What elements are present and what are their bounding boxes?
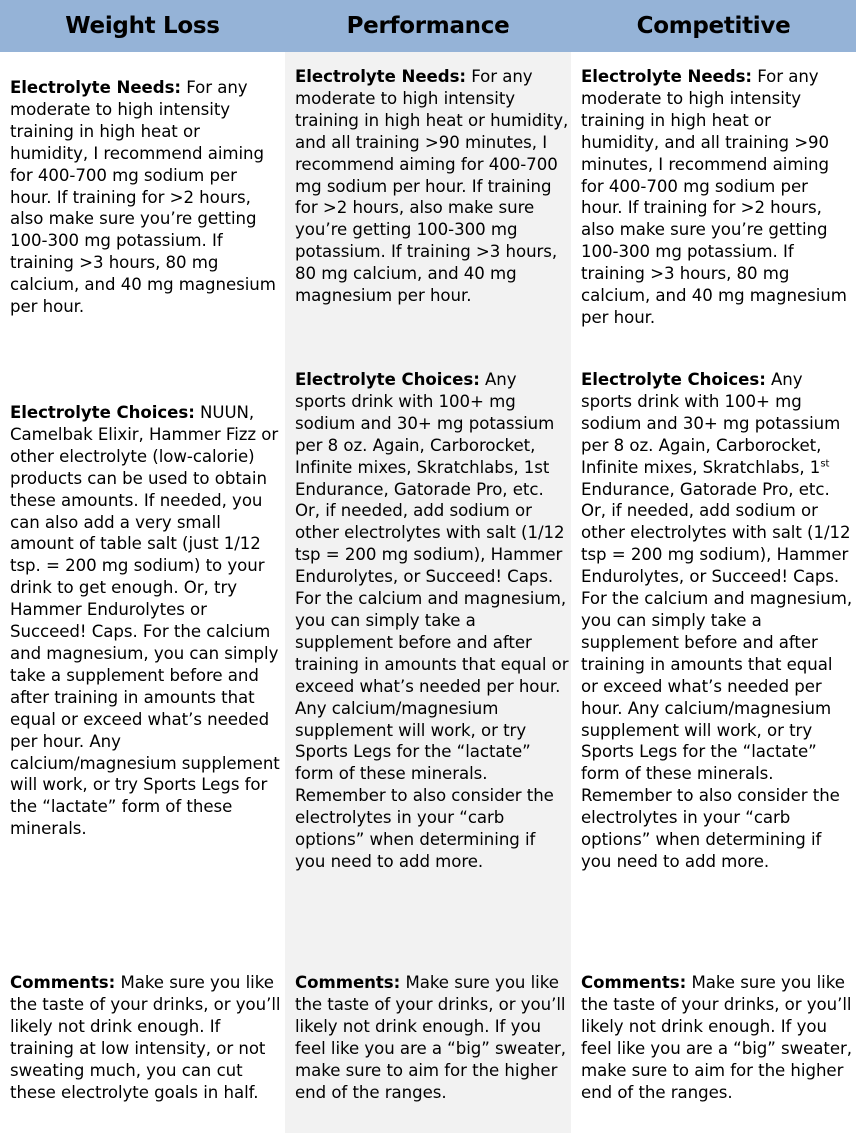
comments-text: Make sure you like the taste of your drinks, or you’ll likely not drink enough. If training at low intensity, or not sweating much, you can cut these electrolyte goals in half. (10, 973, 281, 1102)
electrolyte-choices-text-end: Endurance, Gatorade Pro, etc. Or, if needed, add sodium or other electrolytes with salt (1/12 tsp = 200 mg sodium), Hammer Endurolytes, or Succeed! Caps. For the calcium and magnesium, you can simply take a supplement before and after training in amounts that equal or exceed what’s needed per hour. Any calcium/magnesium supplement will work, or try Sports Legs for the “lactate” form of these minerals. Remember to also consider the electrolytes in your “carb options” when determining if you need to add more. (581, 479, 853, 871)
electrolyte-choices-text: Any sports drink with 100+ mg sodium and 30+ mg potassium per 8 oz. Again, Carborocket, Infinite mixes, Skratchlabs, 1st Endurance, Gatorade Pro, etc. Or, if needed, add sodium or other electrolytes with salt (1/12 tsp = 200 mg sodium), Hammer Endurolytes, or Succeed! Caps. For the calcium and magnesium, you can simply take a supplement before and after training in amounts that equal or exceed what’s needed per hour. Any calcium/magnesium supplement will work, or try Sports Legs for the “lactate” form of these minerals. Remember to also consider the electrolytes in your “carb options” when determining if you need to add more. (295, 370, 569, 871)
electrolyte-choices-label: Electrolyte Choices: (295, 370, 480, 389)
electrolyte-choices-label: Electrolyte Choices: (10, 403, 195, 422)
comments-label: Comments: (581, 973, 687, 992)
electrolyte-needs-text: For any moderate to high intensity training in high heat or humidity, and all training >90 minutes, I recommend aiming for 400-700 mg sodium per hour. If training for >2 hours, also make sure you’re getting 100-300 mg potassium. If training >3 hours, 80 mg calcium, and 40 mg magnesium per hour. (295, 67, 569, 306)
comments-cell (295, 972, 569, 1103)
column-weight-loss (0, 52, 285, 1133)
electrolyte-choices-text: NUUN, Camelbak Elixir, Hammer Fizz or other electrolyte (low-calorie) products can be used to obtain these amounts. If needed, you can also add a very small amount of table salt (just 1/12 tsp. = 200 mg sodium) to your drink to get enough. Or, try Hammer Endurolytes or Succeed! Caps. For the calcium and magnesium, you can simply take a supplement before and after training in amounts that equal or exceed what’s needed per hour. Any calcium/magnesium supplement will work, or try Sports Legs for the “lactate” form of these minerals. (10, 403, 280, 839)
comments-text: Make sure you like the taste of your drinks, or you’ll likely not drink enough. If you feel like you are a “big” sweater, make sure to aim for the higher end of the ranges. (295, 973, 567, 1102)
column-competitive (571, 52, 856, 1133)
electrolyte-needs-cell (10, 77, 281, 318)
header-row (0, 0, 856, 52)
electrolyte-needs-cell (295, 66, 569, 307)
electrolyte-choices-cell (10, 402, 281, 840)
electrolyte-choices-text-start: Any sports drink with 100+ mg sodium and 30+ mg potassium per 8 oz. Again, Carborocket, Infinite mixes, Skratchlabs, 1 (581, 370, 841, 477)
comments-cell (581, 972, 854, 1103)
electrolyte-needs-text: For any moderate to high intensity training in high heat or humidity, I recommend aiming for 400-700 mg sodium per hour. If training for >2 hours, also make sure you’re getting 100-300 mg potassium. If training >3 hours, 80 mg calcium, and 40 mg magnesium per hour. (10, 78, 276, 317)
comments-label: Comments: (10, 973, 116, 992)
electrolyte-needs-label: Electrolyte Needs: (581, 67, 752, 86)
comments-text: Make sure you like the taste of your drinks, or you’ll likely not drink enough. If you feel like you are a “big” sweater, make sure to aim for the higher end of the ranges. (581, 973, 853, 1102)
electrolyte-needs-label: Electrolyte Needs: (10, 78, 181, 97)
header-competitive: Competitive (636, 13, 791, 39)
comments-cell (10, 972, 281, 1103)
header-performance: Performance (346, 13, 510, 39)
electrolyte-choices-cell (295, 369, 569, 873)
electrolyte-choices-label: Electrolyte Choices: (581, 370, 766, 389)
comments-label: Comments: (295, 973, 401, 992)
electrolyte-choices-cell (581, 369, 854, 873)
electrolyte-needs-label: Electrolyte Needs: (295, 67, 466, 86)
ordinal-superscript: st (820, 458, 830, 470)
column-performance (285, 52, 571, 1133)
electrolyte-needs-cell (581, 66, 854, 329)
electrolyte-needs-text: For any moderate to high intensity training in high heat or humidity, and all training >90 minutes, I recommend aiming for 400-700 mg sodium per hour. If training for >2 hours, also make sure you’re getting 100-300 mg potassium. If training >3 hours, 80 mg calcium, and 40 mg magnesium per hour. (581, 67, 847, 327)
header-weight-loss: Weight Loss (65, 13, 220, 39)
